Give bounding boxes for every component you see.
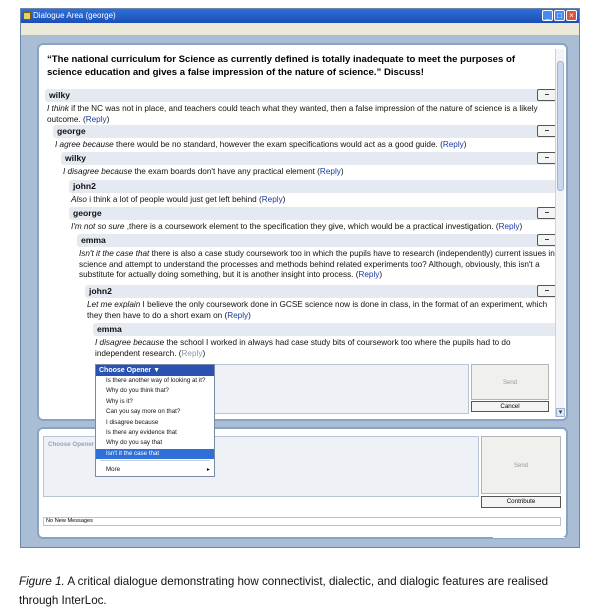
opener-menu-item-selected[interactable]: Isn't it the case that: [96, 449, 214, 459]
opener-menu-more[interactable]: More ▸: [96, 465, 214, 475]
post: john2 Also i think a lot of people would just get left behind (Reply): [69, 180, 557, 206]
post-text: there is also a case study coursework too in which the pupils have to research (independently) current issues in science and attempt to understand the processes and methods behind related experiments too? Although, obviously, this isn't a substitute for actually doing something, but it is another insight into process.: [79, 249, 555, 279]
opener-menu-item[interactable]: Why is it?: [106, 397, 133, 405]
opener-menu-item[interactable]: Why do you think that?: [106, 387, 169, 395]
collapse-button[interactable]: –: [537, 207, 557, 219]
post-text: ,there is a coursework element to the specification they give, which would be a practical investigation.: [124, 222, 494, 231]
figure-label: Figure 1.: [19, 575, 65, 588]
dialogue-scrollbar[interactable]: [555, 49, 564, 417]
opener-menu-item[interactable]: I disagree because: [106, 418, 159, 426]
post-text: i think a lot of people would just get left behind: [86, 195, 257, 204]
collapse-button[interactable]: –: [537, 152, 557, 164]
post: george – I agree because there would be no standard, however the exam specifications would act as a good guide. (Reply): [53, 125, 557, 151]
post-author: emma: [97, 324, 122, 334]
opener-menu-item[interactable]: Is there another way of looking at it?: [106, 377, 206, 384]
compose-placeholder: Choose Opener: [48, 441, 95, 448]
post-author: george: [73, 208, 102, 218]
post: george – I'm not so sure ,there is a coursework element to the specification they give, which would be a practical investigation. (Reply): [69, 207, 557, 233]
post: emma I disagree because the school I worked in always had case study bits of coursework too where the pupils had to do independent research. (Reply): [93, 323, 557, 359]
scroll-down-icon[interactable]: ▾: [556, 408, 565, 417]
menu-divider: [100, 460, 210, 461]
reply-link[interactable]: Reply: [85, 114, 107, 124]
sentence-opener: I disagree because: [95, 338, 165, 347]
post-text: if the NC was not in place, and teachers could teach what they wanted, then a false impression of the nature of science is a likely outcome.: [47, 104, 538, 124]
opener-menu-item[interactable]: Can you say more on that?: [106, 408, 181, 416]
post-text: the school I worked in always had case study bits of coursework too where the pupils had to do independent research.: [95, 338, 511, 358]
close-button[interactable]: ×: [566, 10, 577, 21]
post: john2 – Let me explain I believe the only coursework done in GCSE science now is done in class, in the format of an experiment, which they then have to do a short exam on (Reply): [85, 285, 557, 321]
opener-menu[interactable]: [95, 364, 215, 477]
sentence-opener: Isn't it the case that: [79, 249, 150, 258]
reply-link[interactable]: Reply: [442, 140, 464, 149]
menu-bar: [21, 23, 579, 35]
post-author: john2: [89, 286, 112, 296]
opener-menu-item[interactable]: Is there any evidence that: [106, 428, 177, 436]
post: emma – Isn't it the case that there is also a case study coursework too in which the pupils have to research (independently) current issues in science and attempt to understand the processes and methods behind related experiments too? Although, obviously, this isn't a substitute for actually doing something, but it is another insight into process. (Reply): [77, 234, 557, 281]
collapse-button[interactable]: –: [537, 89, 557, 101]
reply-send-button[interactable]: Send: [471, 364, 549, 400]
choose-opener-dropdown[interactable]: Choose Opener ▼: [96, 365, 214, 376]
post: wilky – I disagree because the exam boards don't have any practical element (Reply): [61, 152, 557, 178]
minimize-button[interactable]: _: [542, 10, 553, 21]
sentence-opener: Let me explain: [87, 300, 141, 309]
reply-link[interactable]: Reply: [227, 310, 249, 320]
app-icon: [23, 12, 31, 20]
interloc-window: [20, 8, 580, 548]
send-button[interactable]: Send: [481, 436, 561, 494]
post: wilky – I think if the NC was not in place, and teachers could teach what they wanted, then a false impression of the nature of science is a likely outcome. (Reply): [45, 89, 557, 125]
post-author: george: [57, 126, 86, 136]
sentence-opener: I think: [47, 104, 69, 113]
reply-link[interactable]: Reply: [498, 222, 520, 231]
sentence-opener: I agree because: [55, 140, 114, 149]
opener-menu-item[interactable]: Why do you say that: [106, 439, 163, 447]
post-author: wilky: [49, 90, 71, 100]
maximize-button[interactable]: □: [554, 10, 565, 21]
dialogue-question: “The national curriculum for Science as currently defined is totally inadequate to meet the purposes of science education and gives a false impression of the nature of science.” Discuss!: [47, 54, 516, 78]
reply-link[interactable]: Reply: [319, 167, 341, 176]
sentence-opener: Also: [71, 195, 87, 204]
collapse-button[interactable]: –: [537, 285, 557, 297]
reply-link[interactable]: Reply: [181, 348, 203, 358]
post-author: john2: [73, 181, 96, 191]
post-text: the exam boards don't have any practical element: [132, 167, 315, 176]
post-text: I believe the only coursework done in GCSE science now is done in class, in the format of an experiment, which they then have to do a short exam on: [87, 300, 548, 320]
contribute-button[interactable]: Contribute: [481, 496, 561, 508]
reply-link[interactable]: Reply: [358, 270, 380, 279]
post-text: there would be no standard, however the exam specifications would act as a good guide.: [113, 140, 438, 149]
caption-text: A critical dialogue demonstrating how connectivist, dialectic, and dialogic features are realised through InterLoc.: [19, 575, 549, 607]
title-bar: [21, 9, 579, 23]
collapse-button[interactable]: –: [537, 125, 557, 137]
collapse-button[interactable]: –: [537, 234, 557, 246]
sentence-opener: I'm not so sure: [71, 222, 125, 231]
figure-caption: [19, 572, 589, 610]
window-title: Dialogue Area (george): [33, 11, 116, 20]
post-author: wilky: [65, 153, 87, 163]
post-author: emma: [81, 235, 106, 245]
scroll-thumb[interactable]: [557, 61, 564, 191]
status-bar: No New Messages: [43, 517, 561, 526]
reply-link[interactable]: Reply: [261, 195, 283, 204]
cancel-button[interactable]: Cancel: [471, 401, 549, 412]
save-dialogue-link[interactable]: Save Dialogue as HTML: [492, 531, 565, 538]
sentence-opener: I disagree because: [63, 167, 133, 176]
